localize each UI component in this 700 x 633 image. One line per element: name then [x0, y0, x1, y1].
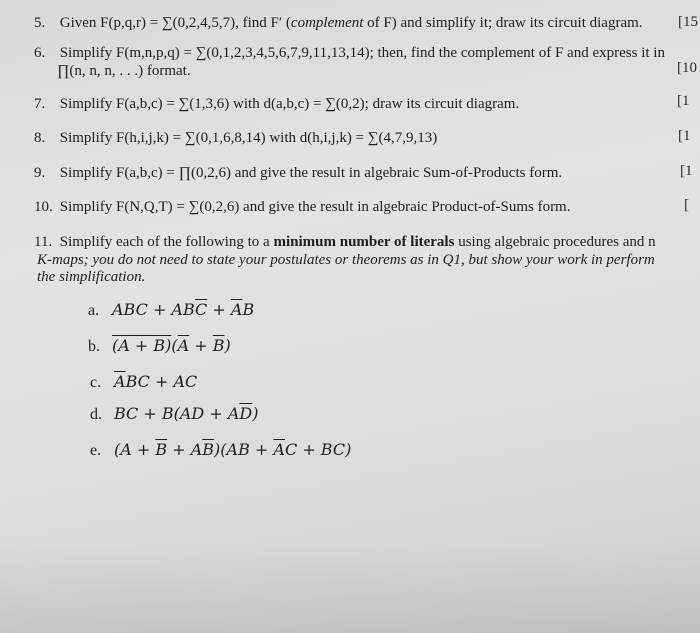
question-text-end: using algebraic procedures and n — [454, 234, 656, 250]
question-11 — [34, 233, 656, 251]
question-5-marks: [15 — [678, 14, 698, 30]
question-9-marks: [1 — [680, 163, 693, 179]
question-text-end: of F) and simplify it; draw its circuit diagram. — [363, 15, 643, 31]
sub-item-label: d. — [90, 406, 102, 423]
boolean-expression: BC + $B(AD + A\overline{D})$ — [114, 404, 259, 423]
question-text: Simplify F(a,b,c) = ∏(0,2,6) and give the result in algebraic Sum-of-Products form. — [59, 165, 563, 181]
question-6-marks: [10 — [677, 60, 697, 76]
question-text: Simplify F(m,n,p,q) = ∑(0,1,2,3,4,5,6,7,9,11,13,14); then, find the complement of F and express it in — [59, 45, 665, 61]
sub-item-c — [90, 372, 197, 392]
question-10 — [34, 198, 570, 216]
sub-item-label: a. — [88, 302, 100, 319]
question-7-marks: [1 — [677, 93, 690, 109]
sub-item-a — [88, 300, 254, 320]
question-8 — [34, 129, 437, 147]
question-italic-text: complement — [290, 15, 364, 31]
sub-item-b — [88, 336, 231, 356]
question-10-marks: [ — [684, 197, 689, 213]
question-number: 7. — [34, 96, 46, 112]
boolean-expression: $\overline{A}BC$ + AC — [114, 372, 198, 391]
question-number: 9. — [34, 165, 46, 181]
question-text: Given F(p,q,r) = ∑(0,2,4,5,7), find F′ ( — [59, 15, 291, 31]
question-7 — [34, 95, 519, 113]
question-11-line2: K-maps; you do not need to state your postulates or theorems as in Q1, but show your work in perform — [37, 252, 655, 268]
boolean-expression: $(A + \overline{B} + A\overline{B})(AB + \overline{A}C + BC)$ — [114, 440, 352, 459]
question-5 — [34, 14, 643, 32]
question-6-line2: ∏(n, n, n, . . .) format. — [57, 63, 191, 79]
question-number: 5. — [34, 15, 46, 31]
question-number: 10. — [34, 199, 53, 215]
question-text: Simplify F(h,i,j,k) = ∑(0,1,6,8,14) with d(h,i,j,k) = ∑(4,7,9,13) — [59, 130, 438, 146]
sub-item-label: b. — [88, 338, 100, 355]
boolean-expression: ABC + $AB\overline{C} + \overline{A}B$ — [112, 300, 255, 319]
question-number: 8. — [34, 130, 46, 146]
sub-item-e — [90, 440, 351, 460]
question-6 — [34, 44, 665, 62]
paper-shadow — [0, 543, 700, 633]
question-number: 6. — [34, 45, 46, 61]
sub-item-d — [90, 404, 258, 424]
question-text: Simplify F(N,Q,T) = ∑(0,2,6) and give the result in algebraic Product-of-Sums form. — [59, 199, 571, 215]
question-number: 11. — [34, 234, 53, 250]
sub-item-label: e. — [90, 442, 102, 459]
question-9 — [34, 164, 562, 182]
question-text: Simplify F(a,b,c) = ∑(1,3,6) with d(a,b,c) = ∑(0,2); draw its circuit diagram. — [59, 96, 520, 112]
question-text: Simplify each of the following to a — [59, 234, 274, 250]
sub-item-label: c. — [90, 374, 102, 391]
question-8-marks: [1 — [678, 128, 691, 144]
question-11-line3: the simplification. — [37, 269, 146, 285]
question-bold-text: minimum number of literals — [273, 234, 455, 250]
boolean-expression: $(A + B)(\overline{A} + \overline{B})$ — [112, 336, 231, 355]
